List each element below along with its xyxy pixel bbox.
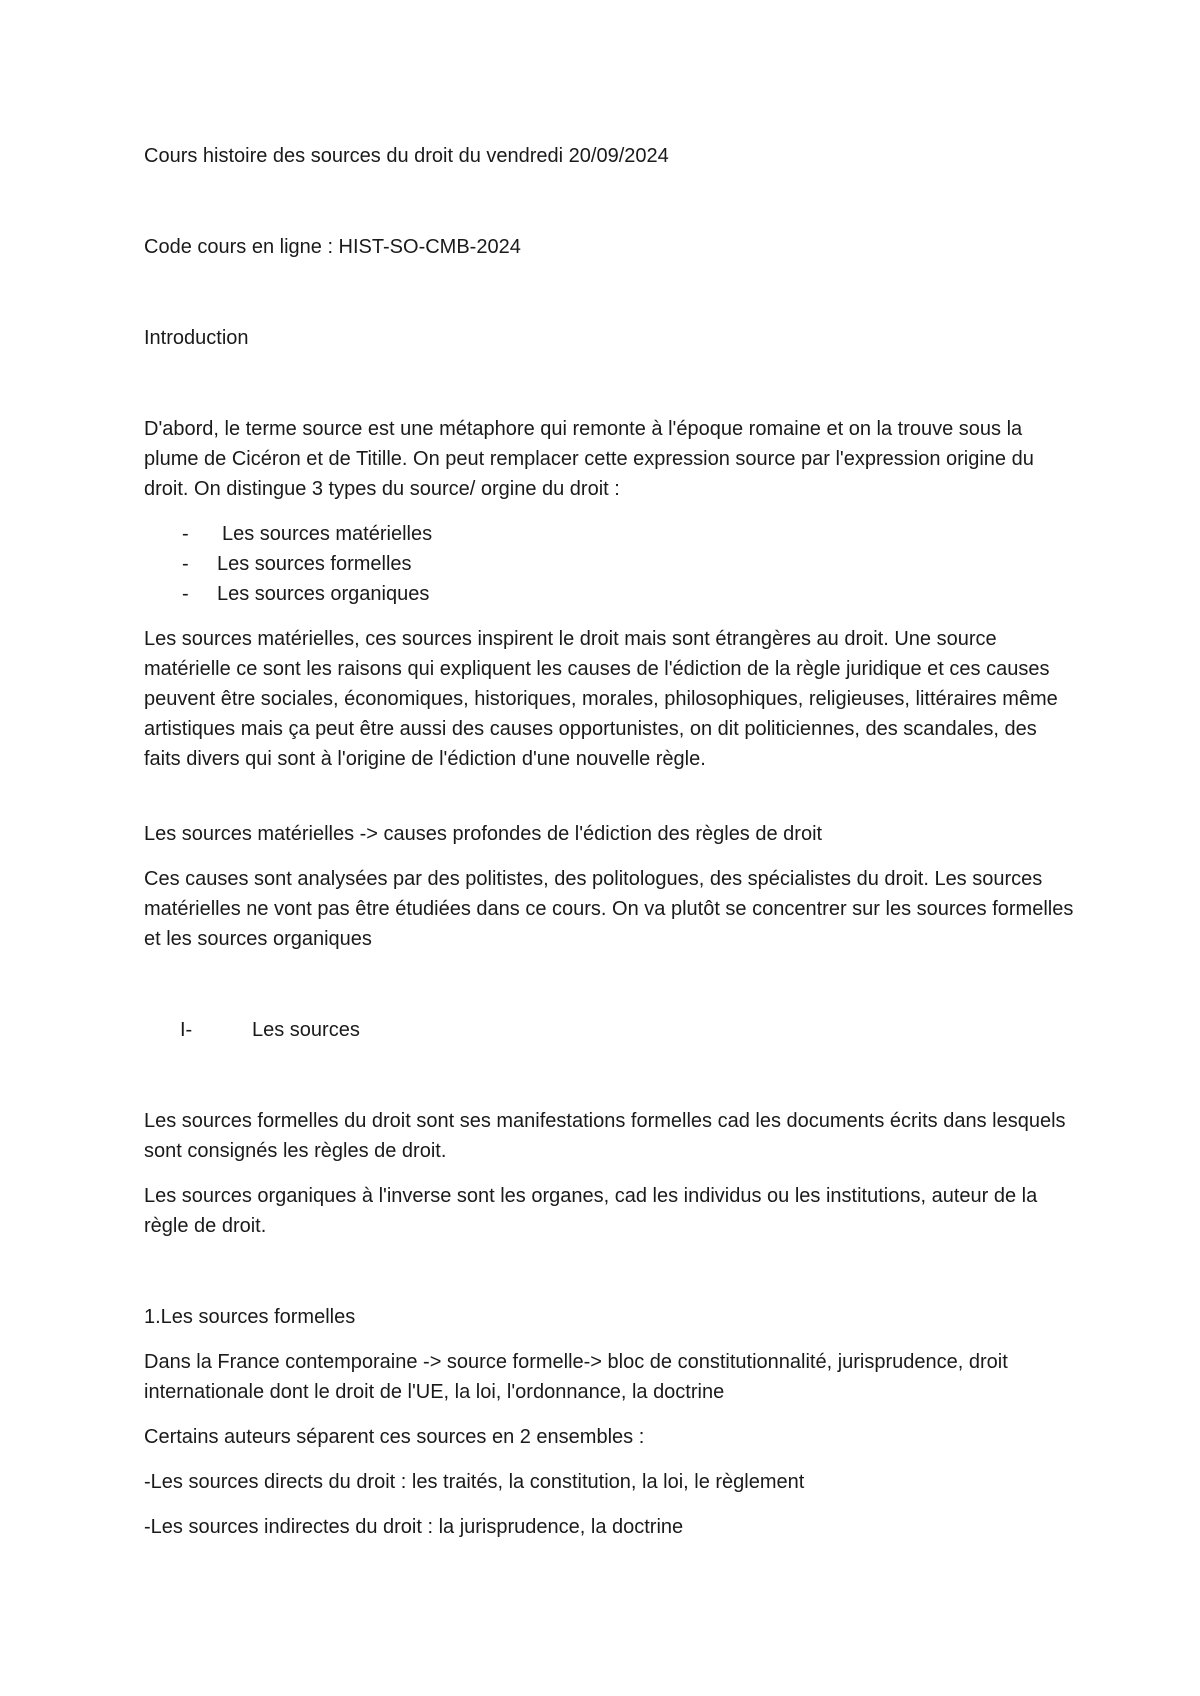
subsection-paragraph-2 — [144, 1422, 1074, 1452]
subsection-paragraph-1 — [144, 1347, 1074, 1407]
section-paragraph-2 — [144, 1181, 1074, 1241]
list-dash: - — [182, 583, 189, 605]
subsection-paragraph-3 — [144, 1467, 1074, 1497]
subsection-paragraph-1-text: Dans la France contemporaine -> source formelle-> bloc de constitutionnalité, jurisprudence, droit internationale dont le droit de l'UE, la loi, l'ordonnance, la doctrine — [144, 1351, 1008, 1403]
section-paragraph-1 — [144, 1106, 1074, 1166]
intro-paragraph-3-text: Les sources matérielles -> causes profondes de l'édiction des règles de droit — [144, 823, 823, 845]
subsection-paragraph-2-text: Certains auteurs séparent ces sources en 2 ensembles : — [144, 1426, 645, 1448]
section-number: I- — [180, 1019, 193, 1041]
subsection-paragraph-3-text: -Les sources directs du droit : les traités, la constitution, la loi, le règlement — [144, 1471, 805, 1493]
list-dash: - — [182, 523, 189, 545]
intro-paragraph-3 — [144, 819, 1074, 849]
intro-heading: Introduction — [144, 327, 249, 349]
list-dash: - — [182, 553, 189, 575]
list-item-text: Les sources organiques — [217, 583, 430, 605]
course-code: Code cours en ligne : HIST-SO-CMB-2024 — [144, 236, 521, 258]
intro-paragraph-2-text: Les sources matérielles, ces sources inspirent le droit mais sont étrangères au droit. Une source matérielle ce sont les raisons qui expliquent les causes de l'édiction de la règle juridique et ces causes peuvent être sociales, économiques, historiques, morales, philosophiques, religieuses, littéraires même artistiques mais ça peut être aussi des causes opportunistes, on dit politiciennes, des scandales, des faits divers qui sont à l'origine de l'édiction d'une nouvelle règle. — [144, 628, 1058, 770]
section-paragraph-1-text: Les sources formelles du droit sont ses manifestations formelles cad les documents écrits dans lesquels sont consignés les règles de droit. — [144, 1110, 1066, 1162]
intro-paragraph-1-text: D'abord, le terme source est une métaphore qui remonte à l'époque romaine et on la trouve sous la plume de Cicéron et de Titille. On peut remplacer cette expression source par l'expression origine du droit. On distingue 3 types du source/ orgine du droit : — [144, 418, 1034, 500]
intro-paragraph-4-text: Ces causes sont analysées par des politistes, des politologues, des spécialistes du droit. Les sources matérielles ne vont pas être étudiées dans ce cours. On va plutôt se concentrer sur les sources formelles et les sources organiques — [144, 868, 1074, 950]
list-item-text: Les sources formelles — [217, 553, 412, 575]
subsection-heading: 1.Les sources formelles — [144, 1306, 356, 1328]
intro-paragraph-2 — [144, 624, 1074, 774]
subsection-paragraph-4-text: -Les sources indirectes du droit : la jurisprudence, la doctrine — [144, 1516, 684, 1538]
intro-paragraph-4 — [144, 864, 1074, 954]
subsection-paragraph-4 — [144, 1512, 1074, 1542]
document-title: Cours histoire des sources du droit du vendredi 20/09/2024 — [144, 145, 669, 167]
document-page — [144, 0, 1074, 1696]
list-item-text: Les sources matérielles — [222, 523, 433, 545]
section-paragraph-2-text: Les sources organiques à l'inverse sont les organes, cad les individus ou les institutions, auteur de la règle de droit. — [144, 1185, 1038, 1237]
intro-paragraph-1 — [144, 414, 1074, 504]
section-title: Les sources — [252, 1019, 360, 1041]
